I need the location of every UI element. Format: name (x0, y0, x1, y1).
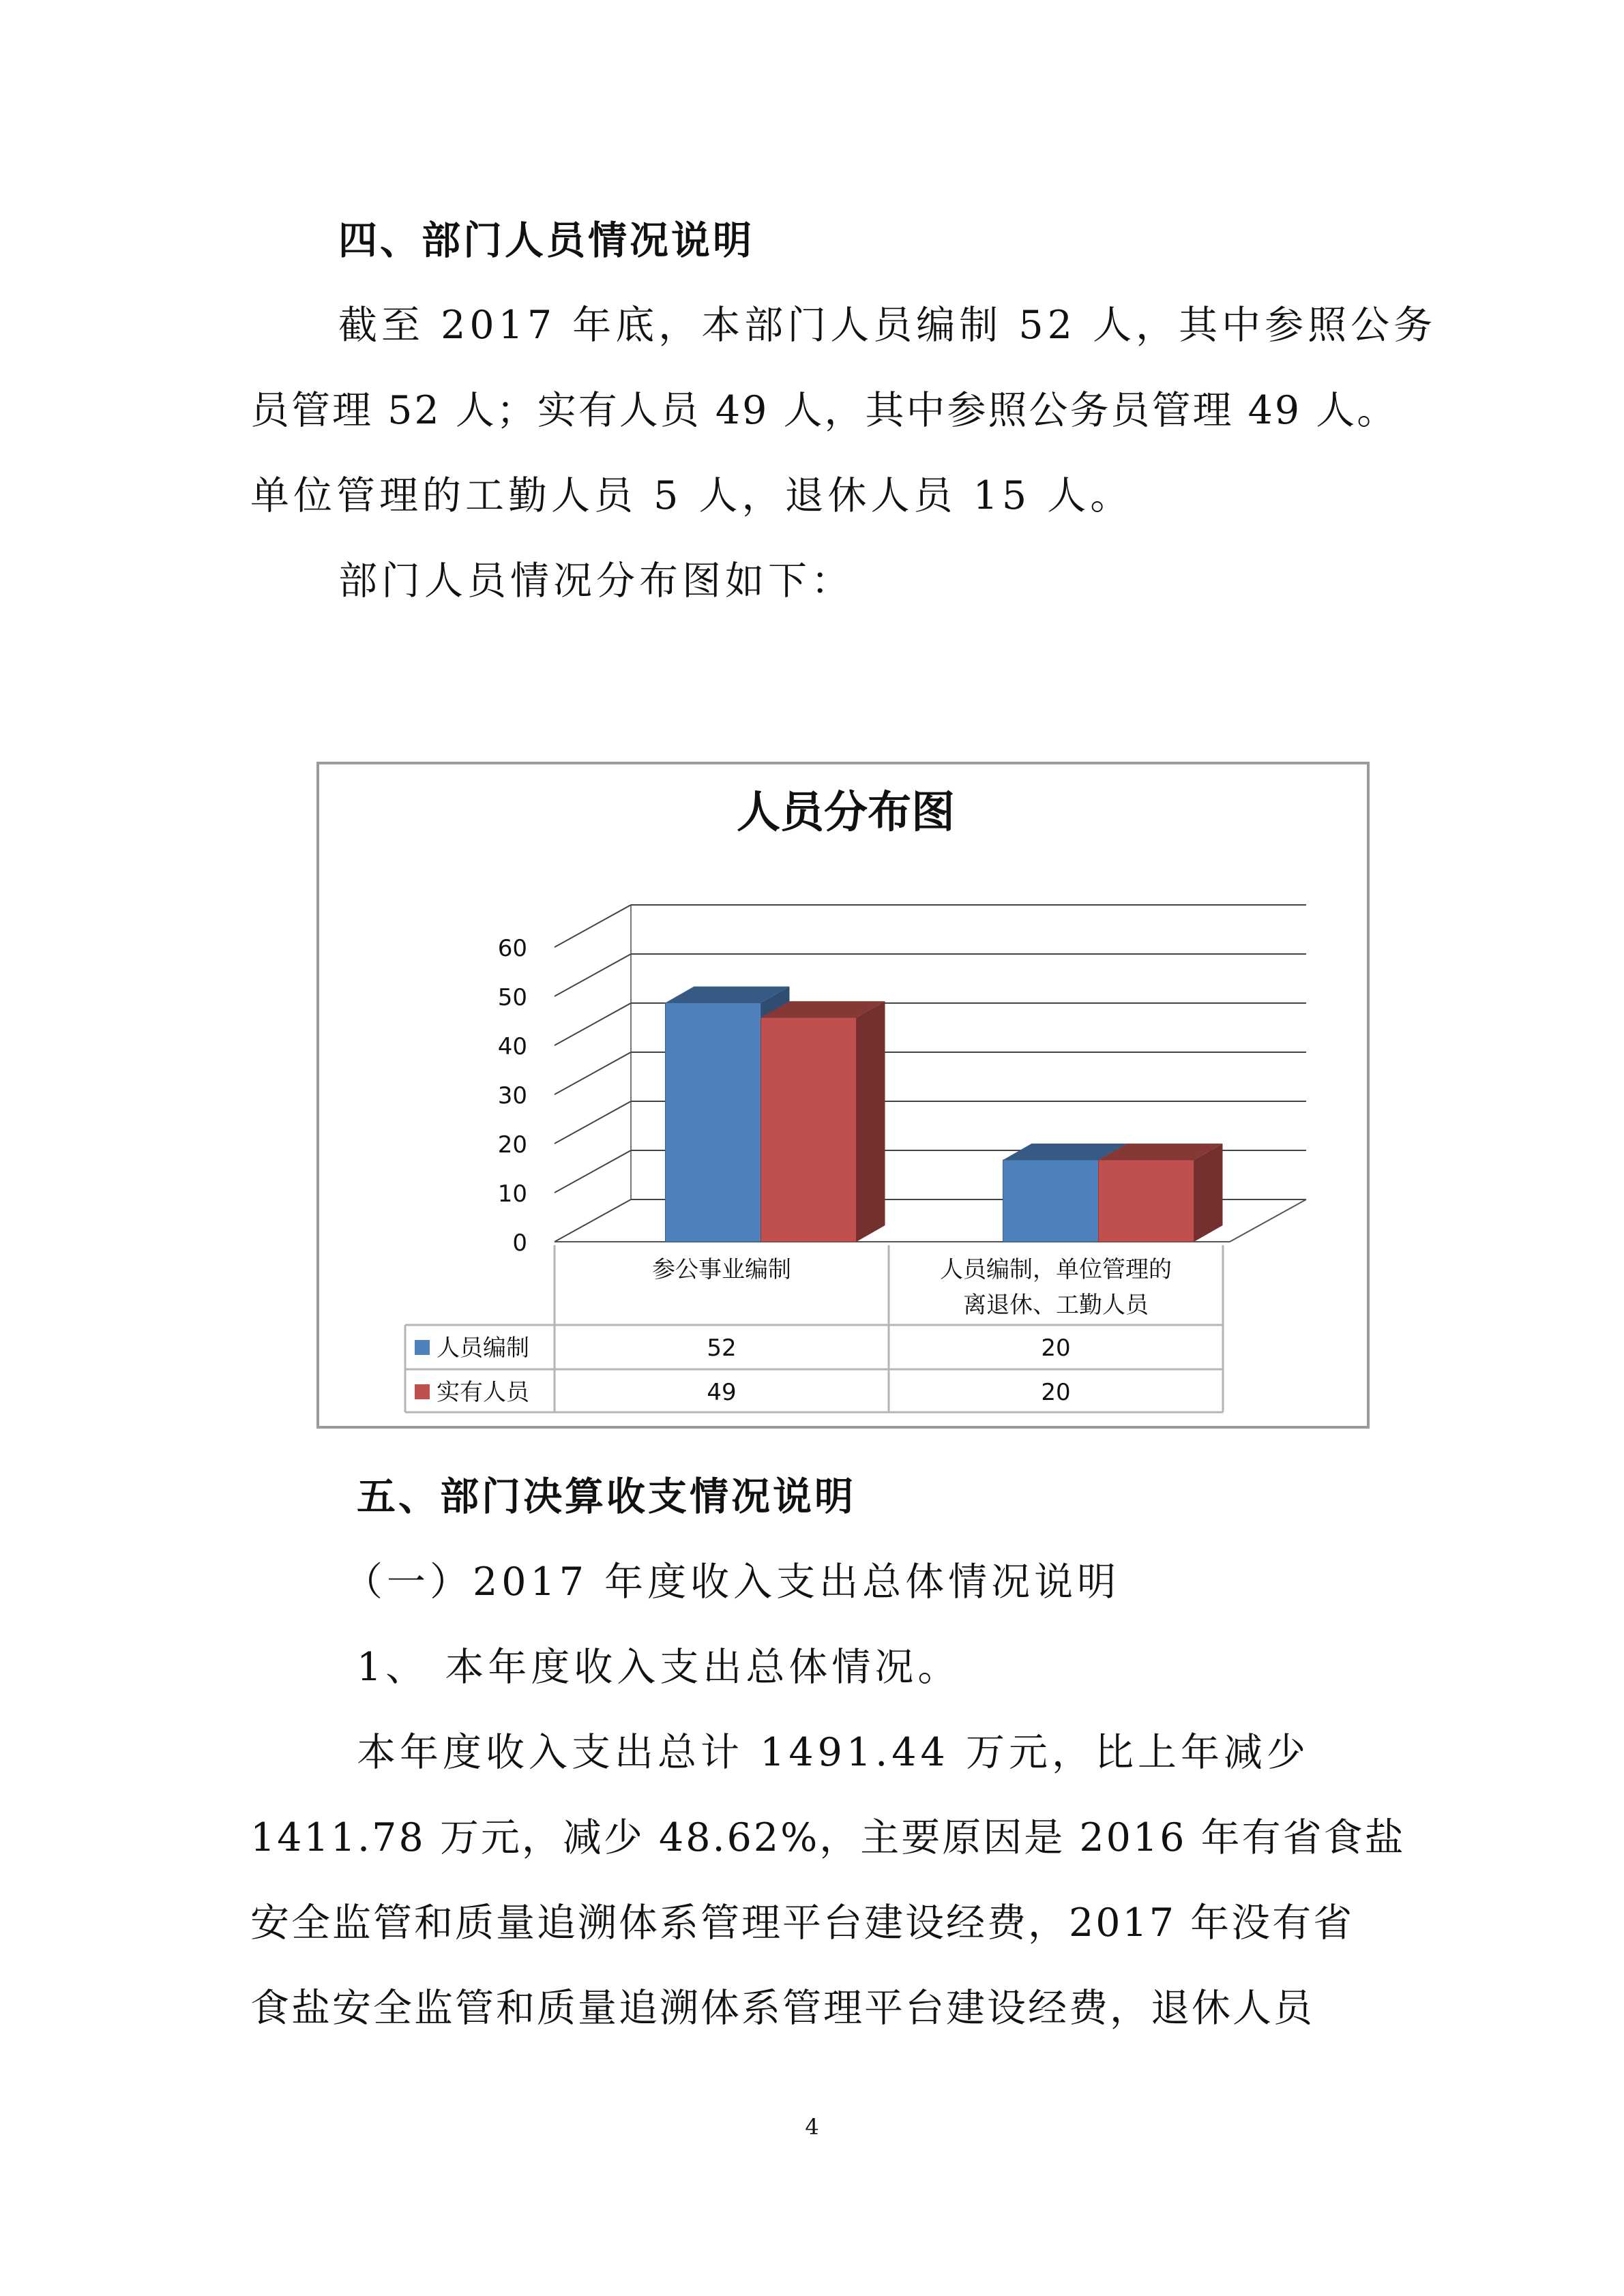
table-value: 20 (1041, 1335, 1071, 1362)
section-4-paragraph-line-2: 员管理 52 人；实有人员 49 人，其中参照公务员管理 49 人。 (250, 388, 1398, 433)
legend-key (415, 1340, 430, 1355)
personnel-distribution-chart (316, 762, 1370, 1429)
gridline-side (555, 1150, 631, 1193)
legend-label: 人员编制 (437, 1335, 529, 1362)
y-tick-label: 0 (512, 1229, 527, 1257)
bar-side (1194, 1144, 1223, 1242)
chart-svg (319, 764, 1372, 1431)
category-label: 离退休、工勤人员 (963, 1292, 1149, 1319)
legend-key (415, 1384, 430, 1399)
bar-front (1099, 1160, 1194, 1242)
category-label: 人员编制，单位管理的 (940, 1256, 1172, 1283)
gridline-side (555, 1199, 631, 1242)
gridline-side (555, 954, 631, 996)
section-5-item-1: 1、 本年度收入支出总体情况。 (357, 1645, 961, 1690)
y-tick-label: 10 (497, 1180, 527, 1208)
section-5-paragraph-line-3: 安全监管和质量追溯体系管理平台建设经费，2017 年没有省 (250, 1900, 1355, 1945)
section-5-paragraph-line-4: 食盐安全监管和质量追溯体系管理平台建设经费，退休人员 (250, 1986, 1314, 2031)
category-label: 参公事业编制 (652, 1256, 791, 1283)
bar-side (857, 1001, 885, 1242)
legend-label: 实有人员 (437, 1379, 529, 1406)
gridline-side (555, 905, 631, 947)
y-tick-label: 50 (497, 984, 527, 1011)
table-value: 20 (1041, 1379, 1071, 1406)
section-5-subheading: （一）2017 年度收入支出总体情况说明 (344, 1560, 1121, 1605)
table-value: 52 (707, 1335, 737, 1362)
y-tick-label: 60 (497, 935, 527, 962)
floor-right-edge (1230, 1199, 1306, 1242)
bar-front (761, 1017, 857, 1242)
gridline-side (555, 1052, 631, 1094)
section-4-paragraph-line-1: 截至 2017 年底，本部门人员编制 52 人，其中参照公务 (338, 303, 1437, 348)
y-tick-label: 20 (497, 1131, 527, 1159)
y-tick-label: 40 (497, 1033, 527, 1060)
section-5-paragraph-line-1: 本年度收入支出总计 1491.44 万元，比上年减少 (357, 1730, 1310, 1775)
page-number: 4 (805, 2114, 819, 2140)
chart-title: 人员分布图 (737, 788, 955, 838)
bar-front (666, 1003, 761, 1242)
section-5-heading: 五、部门决算收支情况说明 (357, 1474, 856, 1519)
bar-front (1003, 1160, 1099, 1242)
gridline-side (555, 1101, 631, 1144)
section-5-paragraph-line-2: 1411.78 万元，减少 48.62%，主要原因是 2016 年有省食盐 (250, 1815, 1406, 1860)
gridline-side (555, 1003, 631, 1045)
section-4-paragraph-line-3: 单位管理的工勤人员 5 人，退休人员 15 人。 (250, 473, 1134, 518)
table-value: 49 (707, 1379, 737, 1406)
y-tick-label: 30 (497, 1082, 527, 1109)
chart-intro-text: 部门人员情况分布图如下： (338, 558, 854, 603)
section-4-heading: 四、部门人员情况说明 (338, 218, 754, 263)
